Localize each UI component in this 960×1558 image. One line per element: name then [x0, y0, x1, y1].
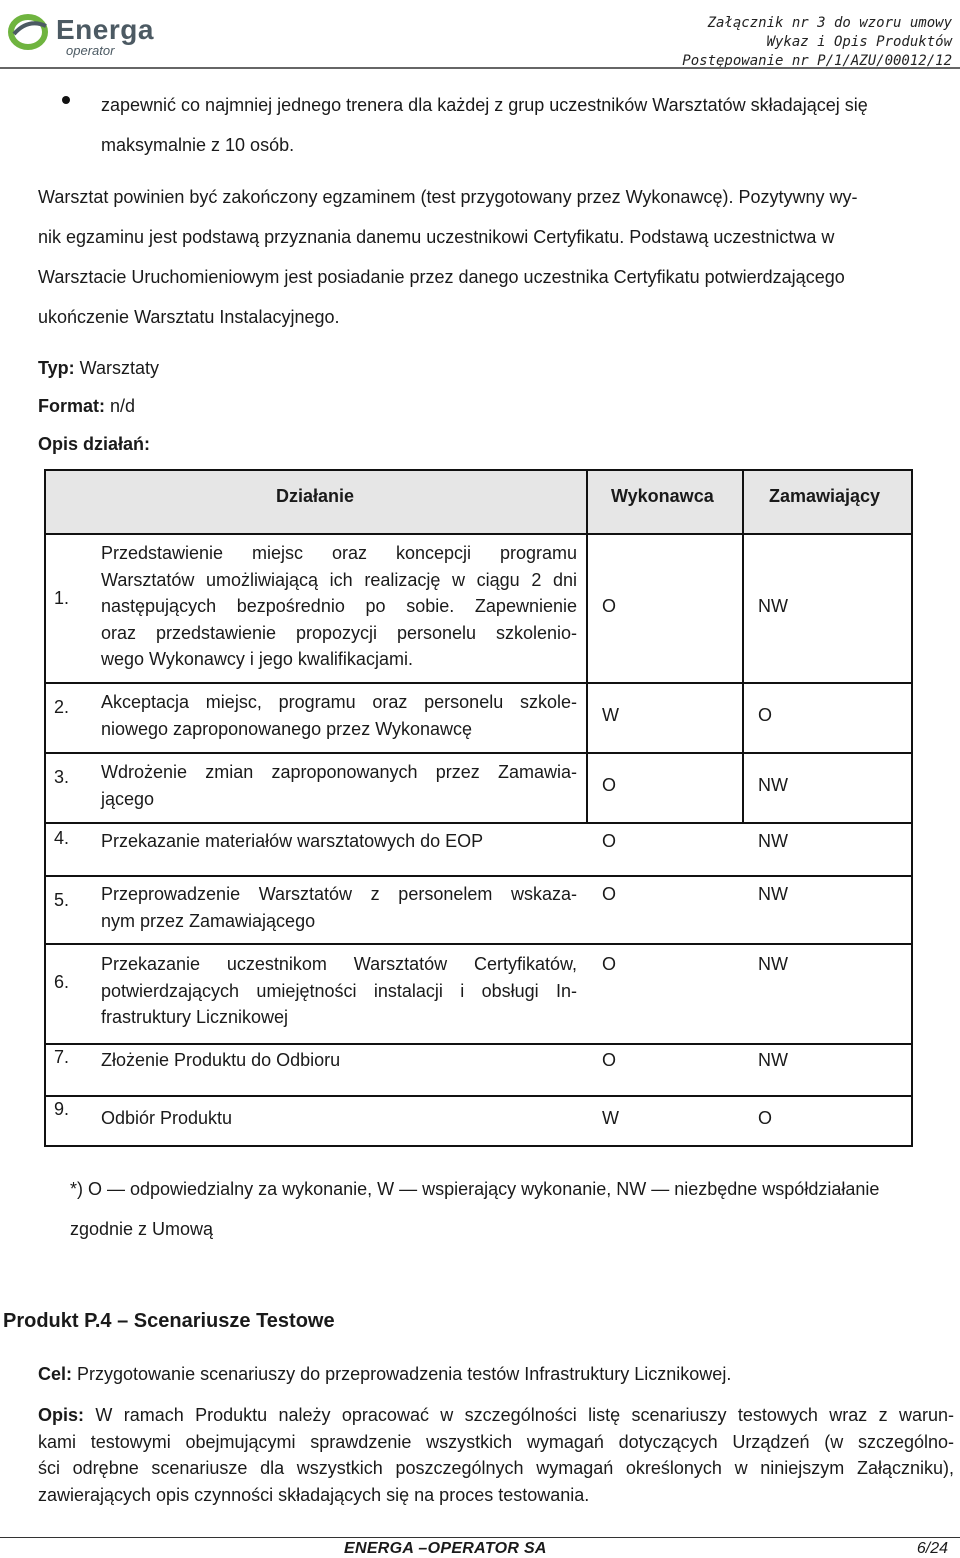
row-wykonawca: O: [602, 1050, 617, 1070]
header-doc-title: Wykaz i Opis Produktów: [766, 34, 952, 50]
row-zamawiajacy: NW: [758, 596, 788, 616]
logo-mark-icon: [8, 12, 52, 52]
row-action-line: Warsztatów umożliwiającą ich realizację w ciągu 2 dni: [101, 569, 577, 590]
row-zamawiajacy: NW: [758, 831, 788, 851]
table-rule: [44, 533, 913, 535]
row-number: 1.: [54, 588, 70, 608]
col-header-dzialanie: Działanie: [276, 486, 355, 506]
header-info: [682, 14, 952, 71]
row-action: Złożenie Produktu do Odbioru: [101, 1050, 341, 1070]
row-action-line: wego Wykonawcy i jego kwalifikacjami.: [101, 649, 413, 669]
col-header-wykonawca: Wykonawca: [611, 486, 714, 506]
para-line-3: Warsztacie Uruchomieniowym jest posiadanie przez danego uczestnika Certyfikatu potwierdzającego: [38, 267, 845, 287]
product-heading: Produkt P.4 – Scenariusze Testowe: [3, 1310, 335, 1332]
row-number: 3.: [54, 767, 70, 787]
row-number: 9.: [54, 1099, 70, 1119]
table-border-top: [44, 469, 913, 471]
footer-rule: [0, 1537, 960, 1538]
footer-company: ENERGA –OPERATOR SA: [344, 1540, 547, 1557]
bullet-text-line-1: zapewnić co najmniej jednego trenera dla każdej z grup uczestników Warsztatów składającej się: [101, 95, 868, 115]
table-divider-wykonawca: [742, 469, 744, 823]
energa-logo: [8, 10, 158, 58]
table-border-left: [44, 469, 46, 1147]
bullet-icon: [62, 96, 70, 104]
type-value: Warsztaty: [74, 358, 160, 378]
row-action-line: Akceptacja miejsc, programu oraz personelu szkole-: [101, 692, 577, 712]
row-zamawiajacy: NW: [758, 775, 788, 795]
table-rule: [44, 1043, 913, 1045]
legend-note-line-1: *) O — odpowiedzialny za wykonanie, W — wspierający wykonanie, NW — niezbędne współdziałanie: [70, 1179, 880, 1199]
table-rule: [44, 943, 913, 945]
row-zamawiajacy: NW: [758, 954, 788, 974]
cel-label: Cel:: [38, 1364, 73, 1384]
row-action: Przekazanie materiałów warsztatowych do EOP: [101, 831, 484, 851]
table-rule: [44, 682, 913, 684]
row-number: 7.: [54, 1047, 70, 1067]
opis-line: zawierających opis czynności składających się na proces testowania.: [38, 1485, 590, 1506]
header-rule: [0, 67, 960, 69]
table-rule: [44, 752, 913, 754]
opis-line: [38, 1402, 954, 1429]
row-zamawiajacy: O: [758, 705, 773, 725]
type-row: [38, 358, 159, 378]
row-action-line: niowego zaproponowanego przez Wykonawcę: [101, 718, 473, 739]
row-number: 5.: [54, 890, 70, 910]
row-action-line: nym przez Zamawiającego: [101, 910, 316, 931]
para-line-2: nik egzaminu jest podstawą przyznania danemu uczestnikowi Certyfikatu. Podstawą uczestnictwa w: [38, 227, 835, 247]
footer-page-number: 6/24: [916, 1540, 948, 1557]
format-label: Format:: [38, 396, 105, 416]
logo-word: Energa: [56, 14, 154, 45]
header-case-number: Postępowanie nr P/1/AZU/00012/12: [682, 53, 952, 69]
table-rule: [44, 875, 913, 877]
row-wykonawca: O: [602, 596, 617, 616]
row-wykonawca: W: [602, 705, 619, 725]
row-action: [101, 881, 577, 934]
row-action-line: oraz przedstawienie propozycji personelu szkolenio-: [101, 622, 577, 643]
opis-line: kami testowymi obejmującymi sprawdzenie wszystkich wymagań dotyczących Urządzeń (w szczególno-: [38, 1431, 954, 1452]
row-action: [101, 540, 577, 673]
table-rule: [44, 1095, 913, 1097]
format-row: [38, 396, 135, 416]
row-action-line: Przedstawienie miejsc oraz koncepcji programu: [101, 543, 577, 563]
para-line-4: ukończenie Warsztatu Instalacyjnego.: [38, 307, 340, 327]
row-action-line: frastruktury Licznikowej: [101, 1007, 289, 1027]
row-action: [101, 689, 577, 742]
opis-dzialan-label: Opis działań:: [38, 434, 151, 454]
bullet-text-line-2: maksymalnie z 10 osób.: [101, 135, 295, 155]
legend-note-line-2: zgodnie z Umową: [70, 1219, 214, 1239]
row-wykonawca: O: [602, 775, 617, 795]
logo-subtitle: operator: [66, 43, 115, 58]
cel-row: [38, 1364, 731, 1384]
table-divider-action: [586, 469, 588, 823]
row-wykonawca: W: [602, 1108, 619, 1128]
type-label: Typ:: [38, 358, 75, 378]
header-attachment: Załącznik nr 3 do wzoru umowy: [707, 15, 952, 31]
row-action-line: Przekazanie uczestnikom Warsztatów Certyfikatów,: [101, 954, 577, 974]
row-zamawiajacy: O: [758, 1108, 773, 1128]
opis-block: [38, 1402, 954, 1509]
row-number: 6.: [54, 972, 70, 992]
row-action-line: Wdrożenie zmian zaproponowanych przez Zamawia-: [101, 762, 577, 782]
row-number: 4.: [54, 828, 70, 848]
opis-line: ści odrębne scenariusze dla wszystkich poszczególnych wymagań określonych w niniejszym Załączniku),: [38, 1458, 954, 1479]
opis-text: W ramach Produktu należy opracować w szczególności listę scenariuszy testowych wraz z warun-: [84, 1405, 954, 1425]
para-line-1: Warsztat powinien być zakończony egzaminem (test przygotowany przez Wykonawcę). Pozytywny wy-: [38, 187, 858, 207]
row-wykonawca: O: [602, 884, 617, 904]
actions-table: [44, 469, 913, 1147]
col-header-zamawiajacy: Zamawiający: [769, 486, 881, 506]
table-border-bottom: [44, 1145, 913, 1147]
row-zamawiajacy: NW: [758, 884, 788, 904]
table-border-right: [911, 469, 913, 1147]
row-action-line: następujących bezpośrednio po sobie. Zapewnienie: [101, 596, 577, 616]
row-action-line: potwierdzających umiejętności instalacji i obsługi In-: [101, 980, 577, 1001]
cel-text: Przygotowanie scenariuszy do przeprowadzenia testów Infrastruktury Licznikowej.: [72, 1364, 732, 1384]
row-action-line: Przeprowadzenie Warsztatów z personelem wskaza-: [101, 884, 577, 904]
format-value: n/d: [105, 396, 136, 416]
row-wykonawca: O: [602, 954, 617, 974]
row-number: 2.: [54, 697, 70, 717]
table-rule: [44, 822, 913, 824]
opis-label: Opis:: [38, 1405, 85, 1425]
row-action-line: jącego: [101, 788, 155, 809]
row-zamawiajacy: NW: [758, 1050, 788, 1070]
row-wykonawca: O: [602, 831, 617, 851]
row-action: [101, 759, 577, 812]
row-action: [101, 951, 577, 1031]
row-action: Odbiór Produktu: [101, 1108, 233, 1128]
